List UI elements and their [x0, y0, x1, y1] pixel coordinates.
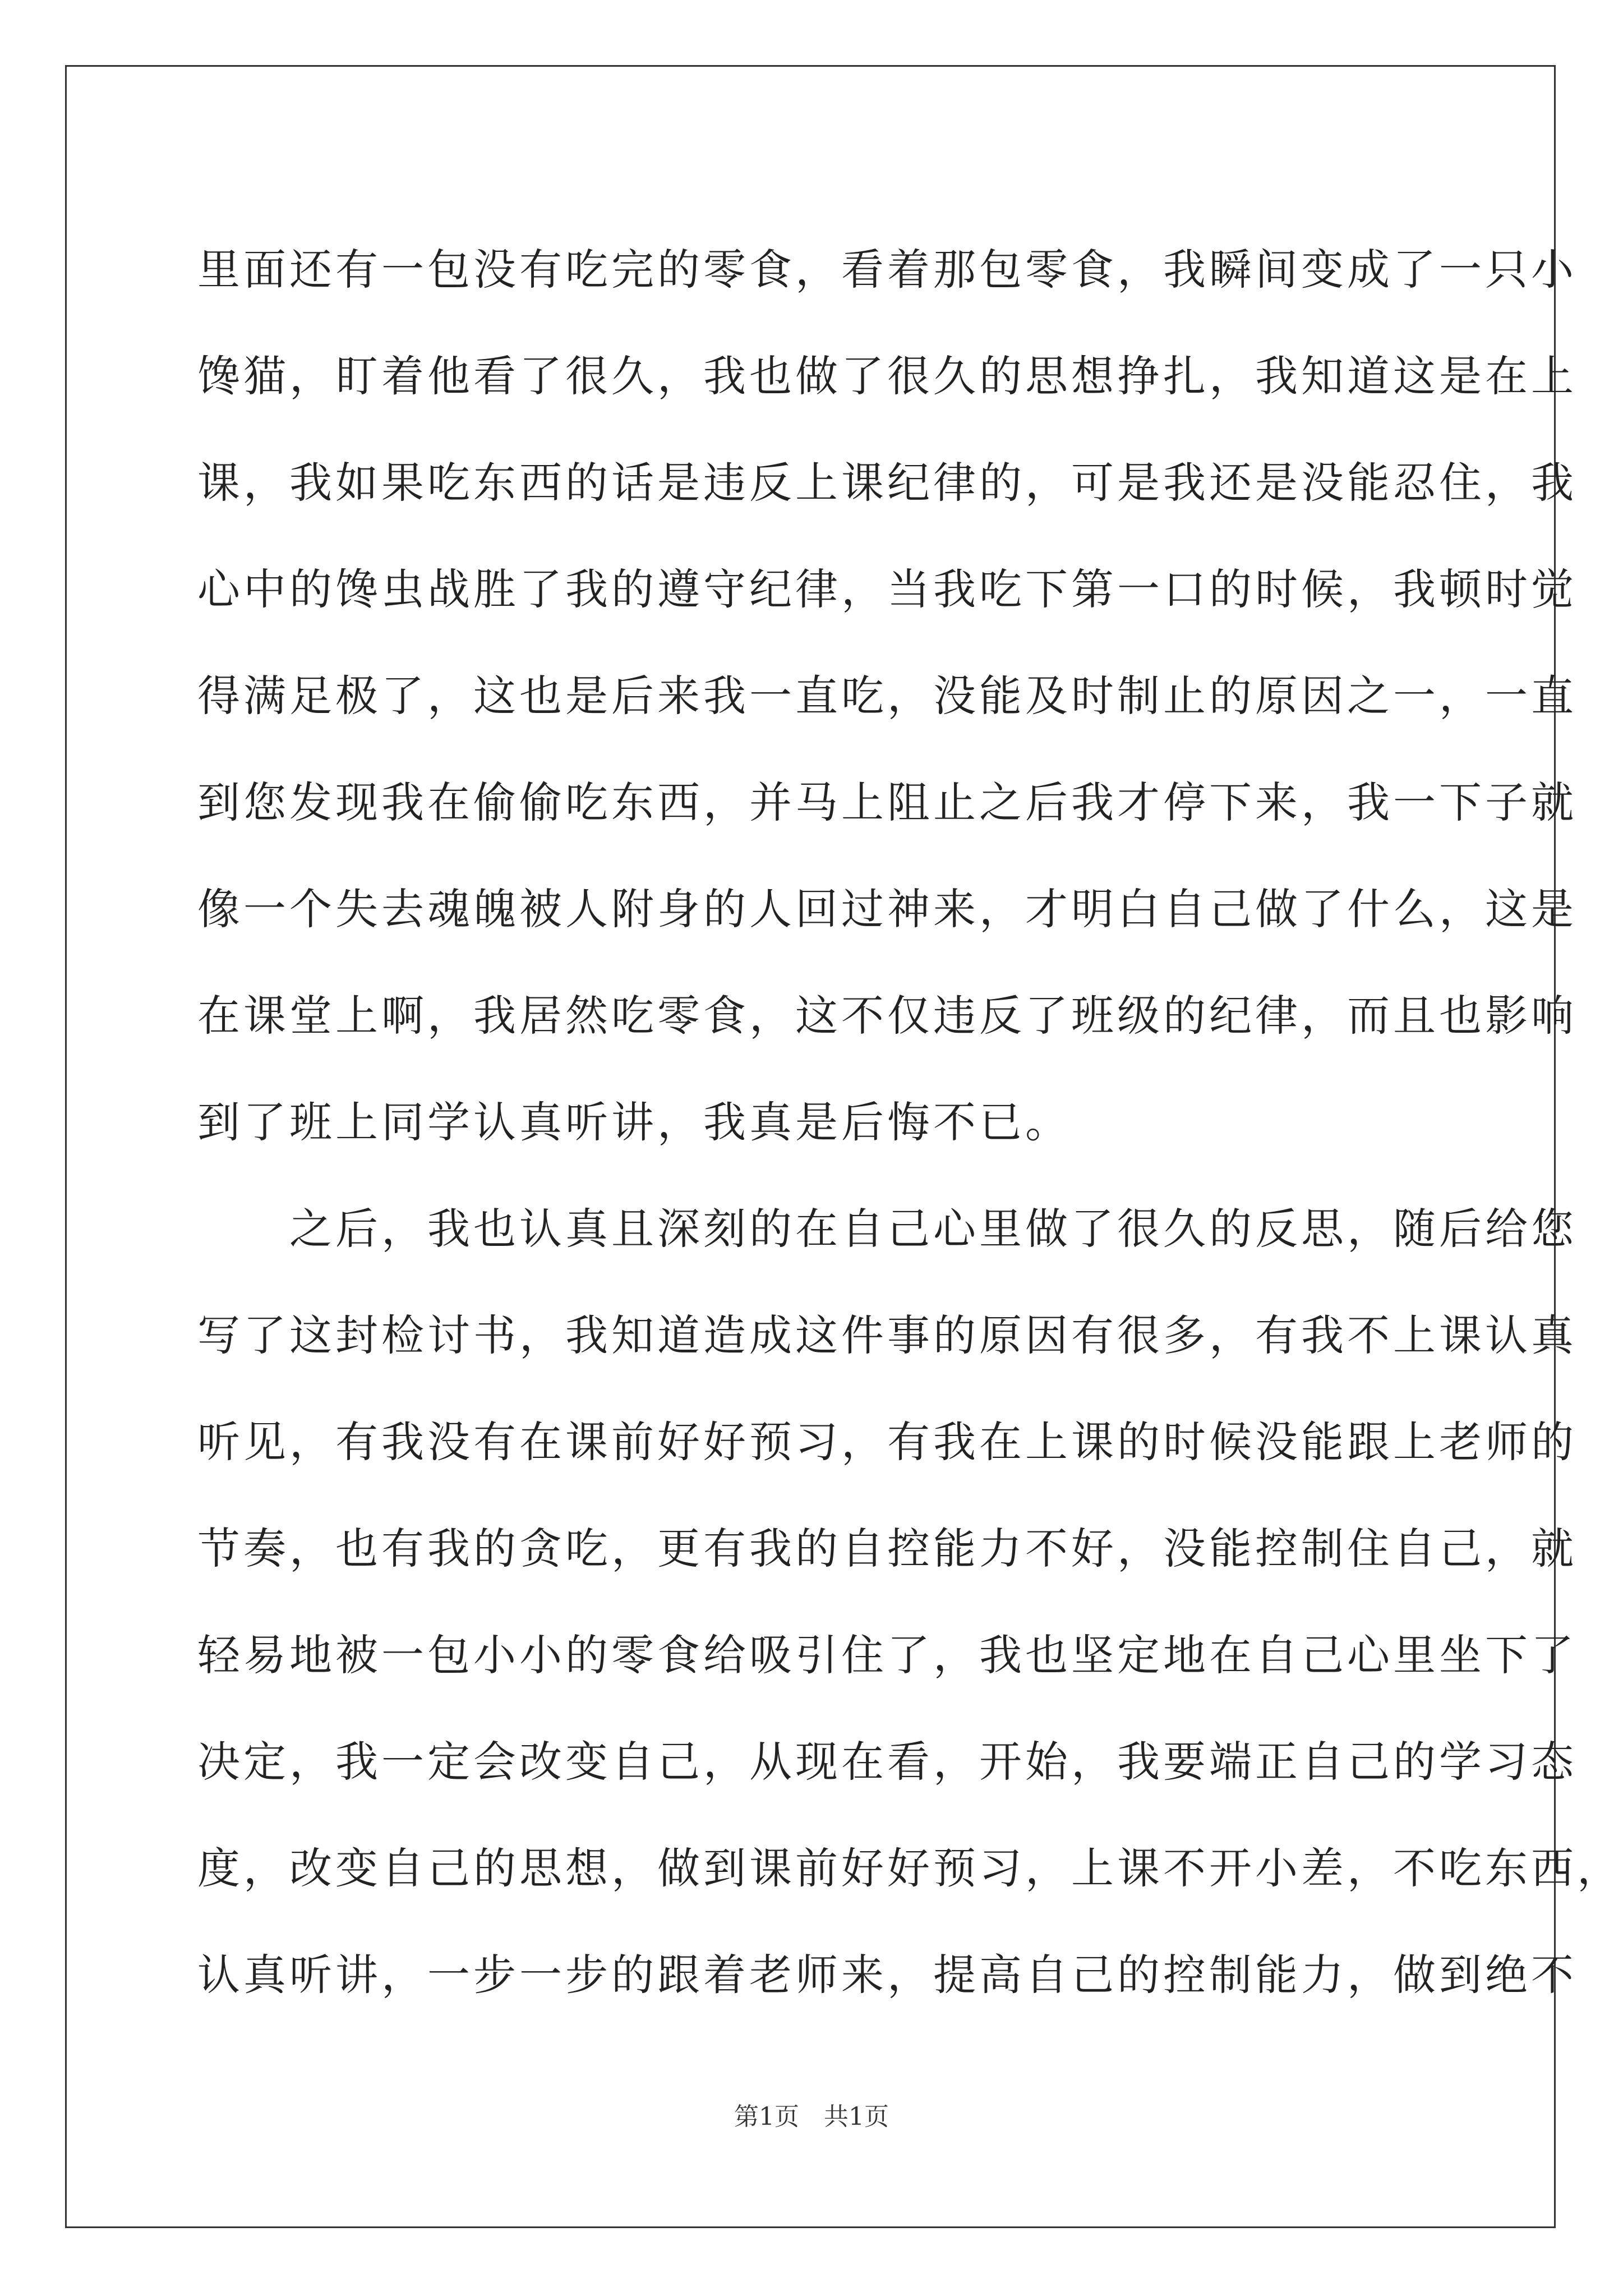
text-line: 得满足极了，这也是后来我一直吃，没能及时制止的原因之一，一直 — [197, 671, 1577, 721]
text-line: 心中的馋虫战胜了我的遵守纪律，当我吃下第一口的时候，我顿时觉 — [197, 564, 1577, 614]
text-line: 节奏，也有我的贪吃，更有我的自控能力不好，没能控制住自己，就 — [197, 1524, 1577, 1573]
text-line: 在课堂上啊，我居然吃零食，这不仅违反了班级的纪律，而且也影响 — [197, 991, 1577, 1041]
text-line: 到您发现我在偷偷吃东西，并马上阻止之后我才停下来，我一下子就 — [197, 777, 1577, 827]
text-line: 轻易地被一包小小的零食给吸引住了，我也坚定地在自己心里坐下了 — [197, 1630, 1577, 1680]
text-line: 里面还有一包没有吃完的零食，看着那包零食，我瞬间变成了一只小 — [197, 245, 1577, 295]
text-line: 之后，我也认真且深刻的在自己心里做了很久的反思，随后给您 — [197, 1204, 1577, 1254]
text-line: 课，我如果吃东西的话是违反上课纪律的，可是我还是没能忍住，我 — [197, 458, 1577, 508]
text-line: 决定，我一定会改变自己，从现在看，开始，我要端正自己的学习态 — [197, 1737, 1577, 1787]
body-text — [197, 217, 1623, 2028]
text-line: 听见，有我没有在课前好好预习，有我在上课的时候没能跟上老师的 — [197, 1417, 1577, 1467]
text-line: 到了班上同学认真听讲，我真是后悔不已。 — [197, 1097, 1071, 1147]
text-line: 认真听讲，一步一步的跟着老师来，提高自己的控制能力，做到绝不 — [197, 1950, 1577, 2000]
text-line: 像一个失去魂魄被人附身的人回过神来，才明白自己做了什么，这是 — [197, 884, 1577, 934]
text-line: 写了这封检讨书，我知道造成这件事的原因有很多，有我不上课认真 — [197, 1310, 1577, 1360]
text-line: 馋猫，盯着他看了很久，我也做了很久的思想挣扎，我知道这是在上 — [197, 351, 1577, 401]
text-line: 度，改变自己的思想，做到课前好好预习，上课不开小差，不吃东西， — [197, 1843, 1623, 1893]
page-footer: 第1页 共1页 — [734, 2102, 889, 2131]
